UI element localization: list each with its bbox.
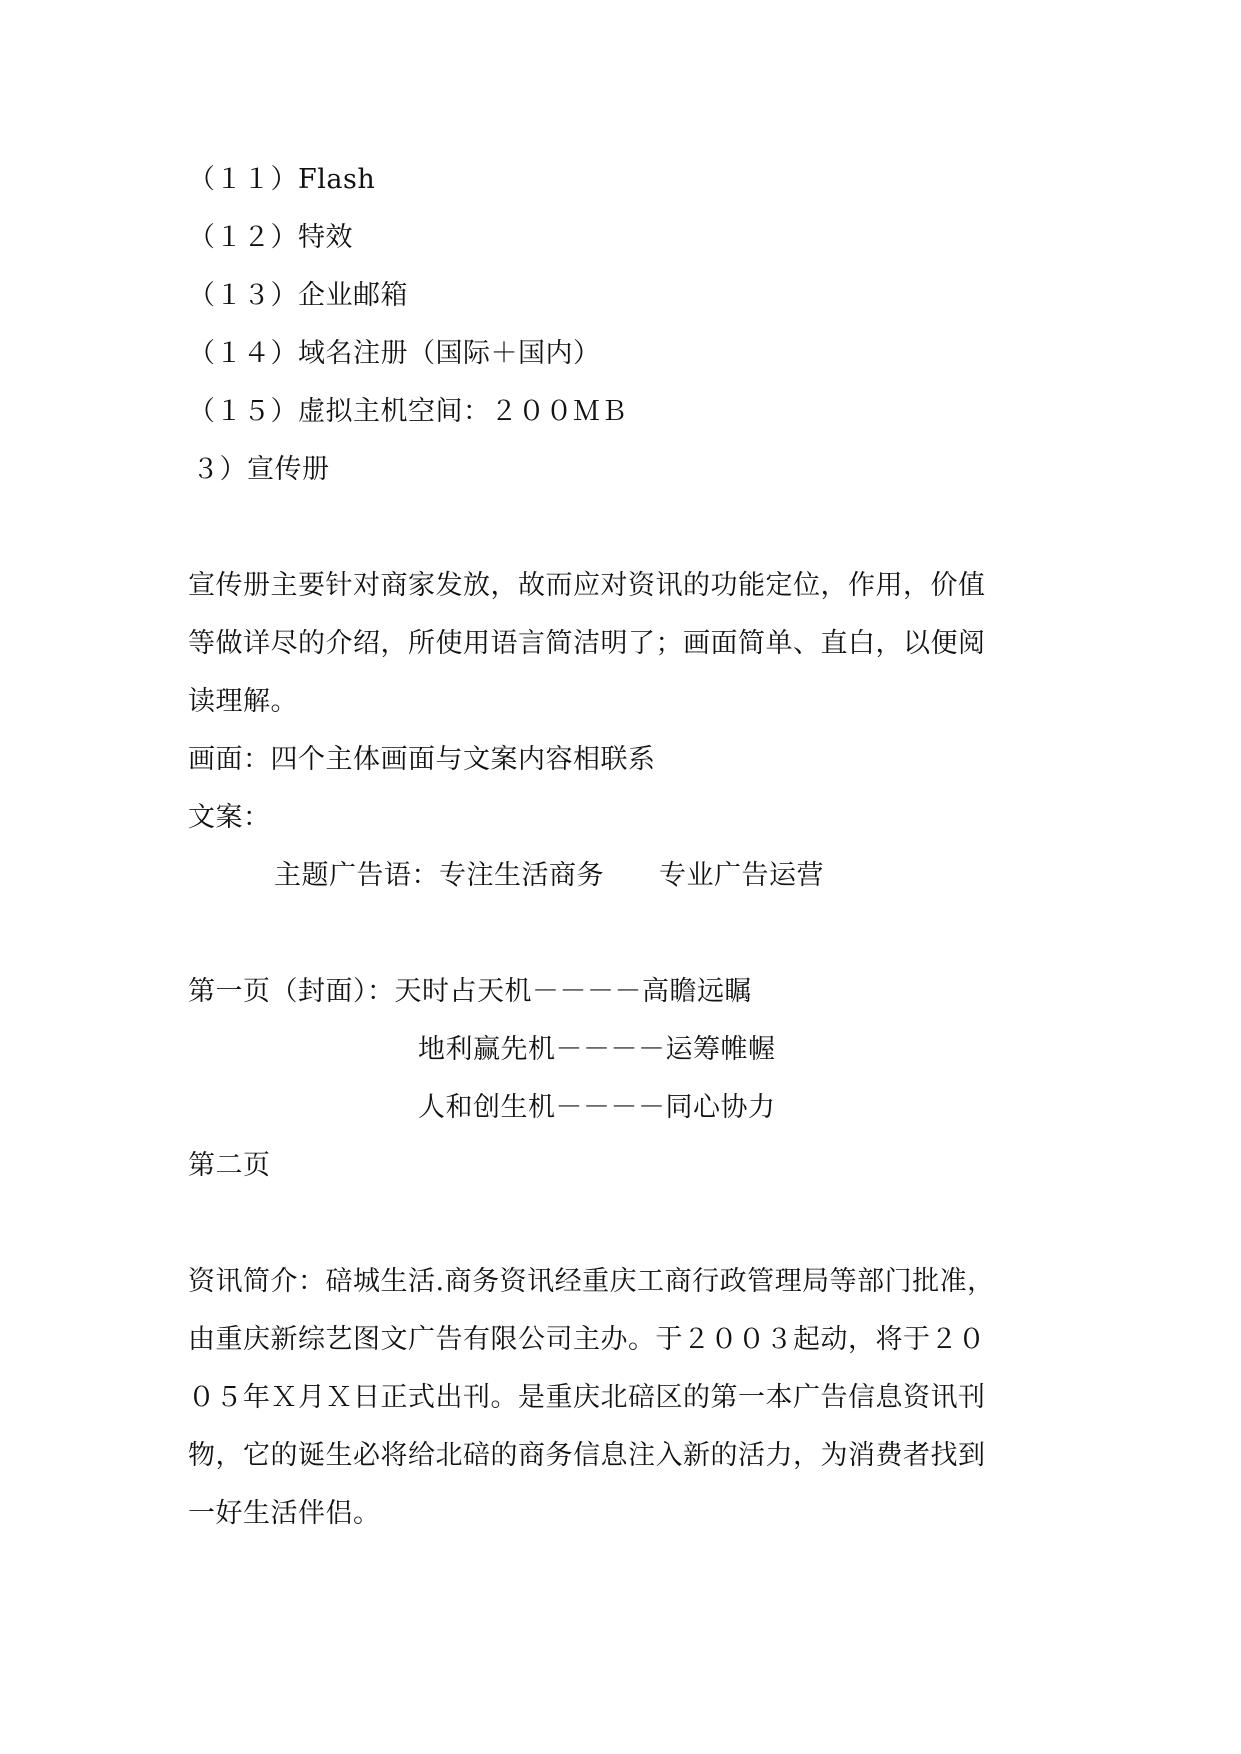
intro-line-3: 读理解。 <box>188 686 298 717</box>
list-item-13: （１３）企业邮箱 <box>188 280 408 311</box>
list-item-14: （１４）域名注册（国际＋国内） <box>188 338 601 369</box>
profile-line-2: 由重庆新综艺图文广告有限公司主办。于２００３起动，将于２０ <box>188 1324 986 1355</box>
intro-line-2: 等做详尽的介绍，所使用语言简洁明了；画面简单、直白，以便阅 <box>188 628 986 659</box>
section-heading-brochure: ３）宣传册 <box>192 454 330 485</box>
profile-line-1: 资讯简介：碚城生活.商务资讯经重庆工商行政管理局等部门批准， <box>188 1266 995 1297</box>
profile-line-4: 物，它的诞生必将给北碚的商务信息注入新的活力，为消费者找到 <box>188 1440 986 1471</box>
copy-label: 文案： <box>188 802 271 833</box>
intro-line-1: 宣传册主要针对商家发放，故而应对资讯的功能定位，作用，价值 <box>188 570 986 601</box>
page1-line-1: 第一页（封面）：天时占天机－－－－高瞻远瞩 <box>188 976 752 1007</box>
slogan: 主题广告语：专注生活商务 专业广告运营 <box>274 860 824 891</box>
profile-line-5: 一好生活伴侣。 <box>188 1498 381 1529</box>
page2-label: 第二页 <box>188 1150 271 1181</box>
list-item-12: （１２）特效 <box>188 222 353 253</box>
profile-line-3: ０５年Ｘ月Ｘ日正式出刊。是重庆北碚区的第一本广告信息资讯刊 <box>188 1382 986 1413</box>
list-item-15: （１５）虚拟主机空间：２００ＭＢ <box>188 396 628 427</box>
list-item-11: （１１）Flash <box>188 164 376 195</box>
picture-description: 画面：四个主体画面与文案内容相联系 <box>188 744 656 775</box>
page1-line-2: 地利赢先机－－－－运筹帷幄 <box>418 1034 776 1065</box>
page1-line-3: 人和创生机－－－－同心协力 <box>418 1092 776 1123</box>
